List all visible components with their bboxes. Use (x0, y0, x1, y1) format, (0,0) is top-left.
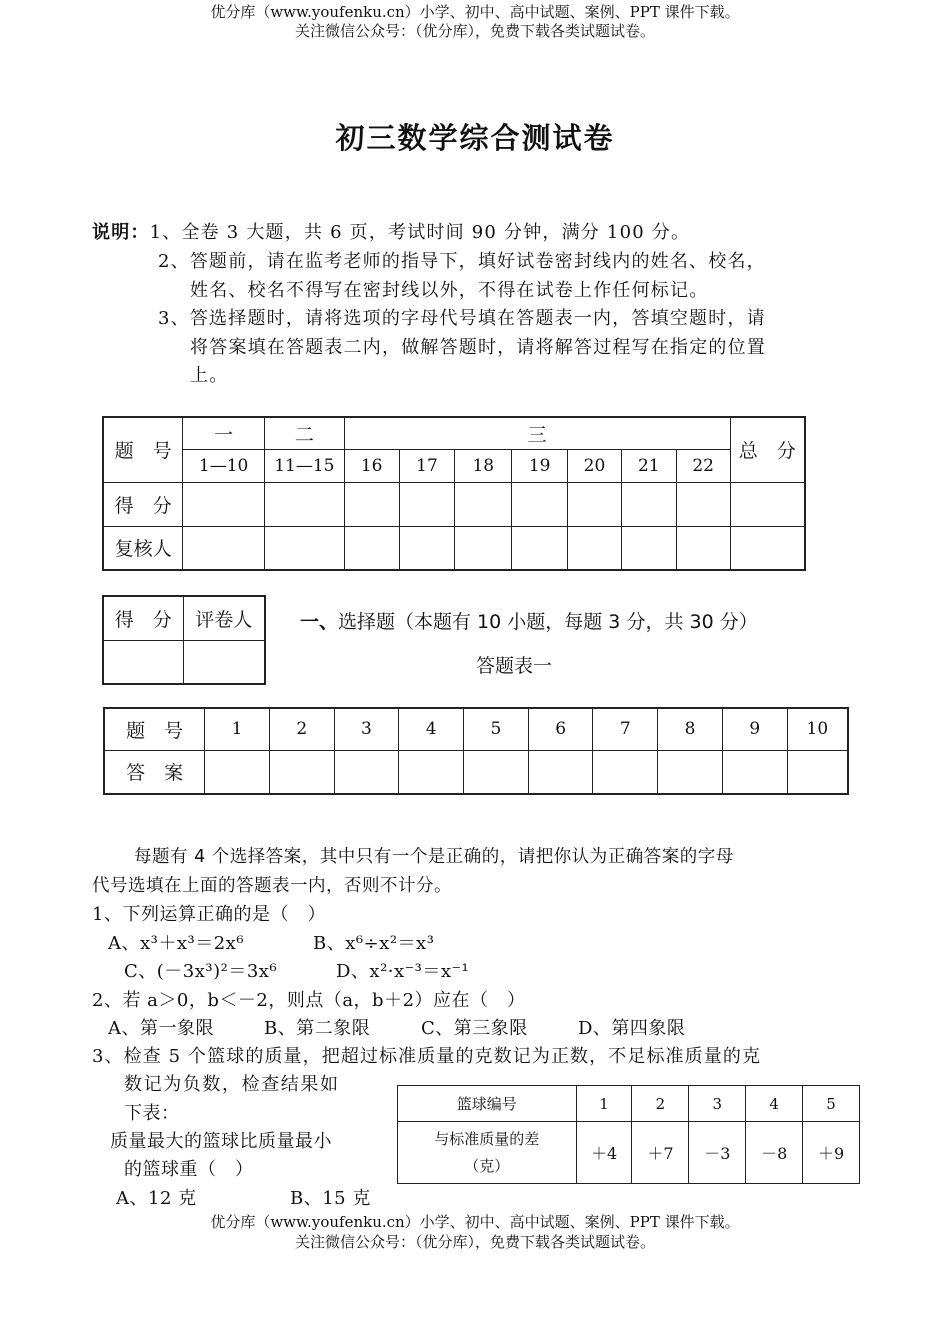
q2-option-d: D、第四象限 (578, 1018, 686, 1039)
page-title: 初三数学综合测试卷 (335, 121, 615, 155)
basketball-diff-header (398, 1122, 577, 1184)
instruction-3-end: 上。 (190, 365, 229, 386)
basketball-diff: －3 (689, 1122, 746, 1184)
answer-table-a-label: 答 案 (104, 750, 205, 794)
q1-stem: 1、下列运算正确的是（ ） (92, 904, 326, 925)
grader-name-cell[interactable] (183, 640, 265, 684)
review-cell[interactable] (512, 526, 568, 570)
instructions-label: 说明： (92, 222, 150, 243)
answer-table-number: 3 (334, 708, 399, 750)
review-cell[interactable] (621, 526, 676, 570)
review-cell[interactable] (676, 526, 730, 570)
answer-cell[interactable] (722, 750, 787, 794)
answer-table-number: 8 (658, 708, 723, 750)
q2-option-c: C、第三象限 (421, 1018, 528, 1039)
review-cell[interactable] (399, 526, 455, 570)
basketball-id: 2 (632, 1086, 689, 1122)
review-cell[interactable] (730, 526, 805, 570)
q1-option-d: D、x²·x⁻³＝x⁻¹ (336, 961, 470, 982)
review-cell[interactable] (568, 526, 622, 570)
instruction-3: 3、答选择题时，请将选项的字母代号填在答题表一内，答填空题时，请 (158, 308, 766, 329)
q1-option-c: C、(－3x³)²＝3x⁶ (124, 961, 278, 982)
score-cell[interactable] (568, 482, 622, 526)
section-1-text: 选择题（本题有 10 小题，每题 3 分，共 30 分） (338, 611, 758, 633)
instruction-3-cont: 将答案填在答题表二内，做解答题时，请将解答过程写在指定的位置 (190, 337, 766, 358)
review-cell[interactable] (183, 526, 265, 570)
answer-cell[interactable] (528, 750, 593, 794)
answer-table-number: 5 (464, 708, 529, 750)
intro-line-1: 每题有 4 个选择答案，其中只有一个是正确的，请把你认为正确答案的字母 (134, 847, 734, 867)
answer-cell[interactable] (593, 750, 658, 794)
q1-option-a: A、x³＋x³＝2x⁶ (108, 933, 245, 954)
basketball-diff: ＋9 (803, 1122, 860, 1184)
instruction-2: 2、答题前，请在监考老师的指导下，填好试卷密封线内的姓名、校名， (158, 251, 766, 272)
score-cell[interactable] (183, 482, 265, 526)
score-table-col: 1—10 (183, 449, 265, 482)
score-table-col: 22 (676, 449, 730, 482)
answer-cell[interactable] (334, 750, 399, 794)
answer-cell[interactable] (269, 750, 334, 794)
answer-cell[interactable] (787, 750, 848, 794)
answer-cell[interactable] (205, 750, 270, 794)
score-table (102, 416, 806, 571)
footer-line-2: 关注微信公众号：（优分库），免费下载各类试题试卷。 (294, 1233, 655, 1251)
basketball-id: 4 (746, 1086, 803, 1122)
answer-table-number: 6 (528, 708, 593, 750)
answer-table-number: 7 (593, 708, 658, 750)
score-table-group-1: 一 (183, 417, 265, 449)
score-cell[interactable] (265, 482, 345, 526)
section-1-heading (300, 607, 758, 634)
score-cell[interactable] (621, 482, 676, 526)
q3-stem-5: 的篮球重（ ） (124, 1159, 254, 1180)
answer-table-caption: 答题表一 (476, 655, 553, 677)
answer-cell[interactable] (464, 750, 529, 794)
score-cell[interactable] (676, 482, 730, 526)
score-table-col: 16 (344, 449, 399, 482)
review-cell[interactable] (265, 526, 345, 570)
score-table-col: 19 (512, 449, 568, 482)
grader-box (102, 595, 266, 685)
section-1-number: 一、 (300, 611, 339, 633)
q3-stem-4: 质量最大的篮球比质量最小 (110, 1131, 332, 1152)
q3-option-b: B、15 克 (290, 1188, 371, 1209)
footer-line-1: 优分库（www.youfenku.cn）小学、初中、高中试题、案例、PPT 课件下载。 (210, 1213, 740, 1231)
basketball-diff-header-line2: （克） (464, 1156, 510, 1175)
q2-option-a: A、第一象限 (108, 1018, 214, 1039)
score-table-q-label: 题 号 (103, 417, 183, 482)
basketball-table (397, 1085, 860, 1184)
q3-option-a: A、12 克 (116, 1188, 197, 1209)
grader-score-label: 得 分 (103, 596, 183, 640)
score-table-group-3: 三 (344, 417, 730, 449)
score-table-total-label: 总 分 (730, 417, 805, 482)
review-cell[interactable] (344, 526, 399, 570)
basketball-diff: ＋4 (576, 1122, 632, 1184)
score-cell[interactable] (455, 482, 512, 526)
q2-option-b: B、第二象限 (264, 1018, 371, 1039)
instructions (92, 218, 690, 247)
answer-cell[interactable] (399, 750, 464, 794)
basketball-diff: ＋7 (632, 1122, 689, 1184)
answer-cell[interactable] (658, 750, 723, 794)
instruction-1: 1、全卷 3 大题，共 6 页，考试时间 90 分钟，满分 100 分。 (149, 222, 691, 243)
basketball-id: 5 (803, 1086, 860, 1122)
score-cell[interactable] (399, 482, 455, 526)
answer-table-number: 4 (399, 708, 464, 750)
score-table-col: 17 (399, 449, 455, 482)
answer-table-number: 9 (722, 708, 787, 750)
review-row-label: 复核人 (103, 526, 183, 570)
score-table-group-2: 二 (265, 417, 345, 449)
review-cell[interactable] (455, 526, 512, 570)
grader-score-cell[interactable] (103, 640, 183, 684)
q3-stem-2: 数记为负数，检查结果如 (124, 1074, 340, 1095)
grader-label: 评卷人 (183, 596, 265, 640)
answer-table-number: 2 (269, 708, 334, 750)
score-row-label: 得 分 (103, 482, 183, 526)
score-cell[interactable] (512, 482, 568, 526)
score-table-col: 18 (455, 449, 512, 482)
basketball-id-header: 篮球编号 (398, 1086, 577, 1122)
score-cell[interactable] (344, 482, 399, 526)
basketball-id: 1 (576, 1086, 632, 1122)
header-line-1: 优分库（www.youfenku.cn）小学、初中、高中试题、案例、PPT 课件下载。 (210, 3, 740, 21)
answer-table-number: 1 (205, 708, 270, 750)
basketball-id: 3 (689, 1086, 746, 1122)
intro-line-2: 代号选填在上面的答题表一内，否则不计分。 (92, 876, 452, 896)
q2-stem: 2、若 a＞0，b＜－2，则点（a，b＋2）应在（ ） (92, 990, 526, 1011)
q1-option-b: B、x⁶÷x²＝x³ (313, 933, 435, 954)
answer-table-q-label: 题 号 (104, 708, 205, 750)
answer-table-number: 10 (787, 708, 848, 750)
score-table-col: 21 (621, 449, 676, 482)
score-table-col: 20 (568, 449, 622, 482)
answer-table (103, 707, 849, 795)
q3-stem-3: 下表： (124, 1103, 180, 1124)
q3-stem-1: 3、检查 5 个篮球的质量，把超过标准质量的克数记为正数，不足标准质量的克 (92, 1046, 762, 1067)
score-cell[interactable] (730, 482, 805, 526)
score-table-col: 11—15 (265, 449, 345, 482)
header-line-2: 关注微信公众号：（优分库），免费下载各类试题试卷。 (294, 22, 655, 40)
instruction-2-cont: 姓名、校名不得写在密封线以外，不得在试卷上作任何标记。 (190, 280, 709, 301)
basketball-diff-header-line1: 与标准质量的差 (434, 1129, 540, 1148)
basketball-diff: －8 (746, 1122, 803, 1184)
